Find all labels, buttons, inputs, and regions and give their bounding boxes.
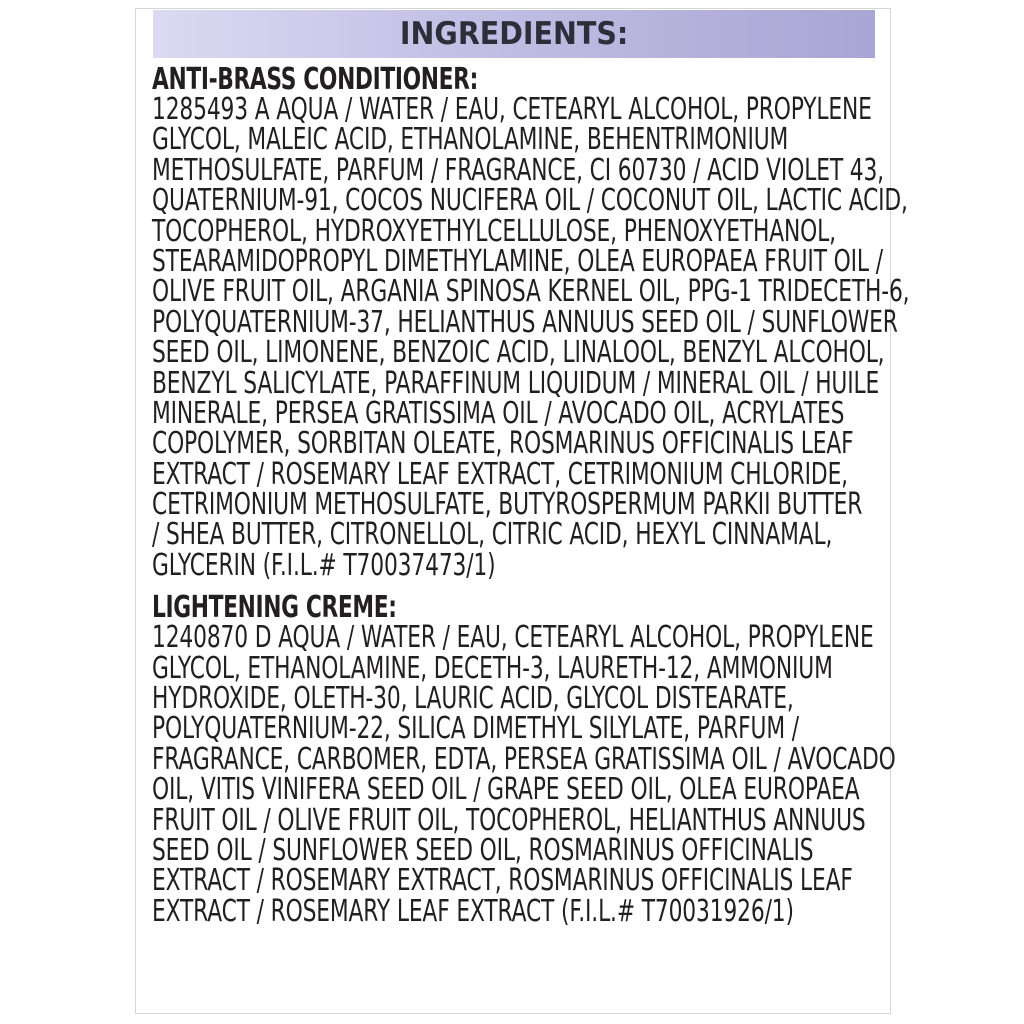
section-anti-brass-conditioner bbox=[152, 62, 910, 583]
ingredients-title: INGREDIENTS: bbox=[399, 16, 629, 52]
ingredient-line: / SHEA BUTTER, CITRONELLOL, CITRIC ACID, HEXYL CINNAMAL, bbox=[152, 517, 833, 553]
ingredient-line: HYDROXIDE, OLETH-30, LAURIC ACID, GLYCOL DISTEARATE, bbox=[152, 681, 794, 717]
ingredient-line: EXTRACT / ROSEMARY LEAF EXTRACT (F.I.L.# T70031926/1) bbox=[152, 893, 794, 929]
ingredient-line: METHOSULFATE, PARFUM / FRAGRANCE, CI 60730 / ACID VIOLET 43, bbox=[152, 152, 884, 188]
ingredient-line: FRUIT OIL / OLIVE FRUIT OIL, TOCOPHEROL, HELIANTHUS ANNUUS bbox=[152, 802, 866, 838]
ingredient-line: COPOLYMER, SORBITAN OLEATE, ROSMARINUS OFFICINALIS LEAF bbox=[152, 426, 854, 462]
ingredient-line: POLYQUATERNIUM-37, HELIANTHUS ANNUUS SEED OIL / SUNFLOWER bbox=[152, 304, 898, 340]
ingredient-line: GLYCOL, ETHANOLAMINE, DECETH-3, LAURETH-12, AMMONIUM bbox=[152, 650, 833, 686]
ingredient-line: SEED OIL / SUNFLOWER SEED OIL, ROSMARINUS OFFICINALIS bbox=[152, 832, 814, 868]
ingredient-line: EXTRACT / ROSEMARY LEAF EXTRACT, CETRIMONIUM CHLORIDE, bbox=[152, 456, 848, 492]
ingredient-line: OLIVE FRUIT OIL, ARGANIA SPINOSA KERNEL OIL, PPG-1 TRIDECETH-6, bbox=[152, 274, 910, 310]
ingredient-line: QUATERNIUM-91, COCOS NUCIFERA OIL / COCONUT OIL, LACTIC ACID, bbox=[152, 183, 908, 219]
ingredient-line: MINERALE, PERSEA GRATISSIMA OIL / AVOCADO OIL, ACRYLATES bbox=[152, 395, 845, 431]
ingredient-line: 1240870 D AQUA / WATER / EAU, CETEARYL ALCOHOL, PROPYLENE bbox=[152, 620, 874, 656]
ingredient-line: SEED OIL, LIMONENE, BENZOIC ACID, LINALOOL, BENZYL ALCOHOL, bbox=[152, 335, 885, 371]
ingredient-line: CETRIMONIUM METHOSULFATE, BUTYROSPERMUM PARKII BUTTER bbox=[152, 487, 863, 523]
section-title: LIGHTENING CREME: bbox=[152, 590, 397, 626]
ingredient-line: OIL, VITIS VINIFERA SEED OIL / GRAPE SEED OIL, OLEA EUROPAEA bbox=[152, 772, 860, 808]
ingredient-line: STEARAMIDOPROPYL DIMETHYLAMINE, OLEA EUROPAEA FRUIT OIL / bbox=[152, 243, 883, 279]
ingredient-line: 1285493 A AQUA / WATER / EAU, CETEARYL ALCOHOL, PROPYLENE bbox=[152, 92, 872, 127]
section-title: ANTI-BRASS CONDITIONER: bbox=[152, 62, 478, 97]
section-lightening-creme bbox=[152, 590, 896, 929]
ingredients-content bbox=[152, 62, 910, 929]
ingredient-line: POLYQUATERNIUM-22, SILICA DIMETHYL SILYLATE, PARFUM / bbox=[152, 711, 799, 747]
ingredient-line: GLYCERIN (F.I.L.# T70037473/1) bbox=[152, 547, 496, 583]
ingredient-line: BENZYL SALICYLATE, PARAFFINUM LIQUIDUM / MINERAL OIL / HUILE bbox=[152, 365, 880, 401]
ingredient-line: EXTRACT / ROSEMARY EXTRACT, ROSMARINUS OFFICINALIS LEAF bbox=[152, 863, 853, 899]
ingredient-line: FRAGRANCE, CARBOMER, EDTA, PERSEA GRATISSIMA OIL / AVOCADO bbox=[152, 741, 896, 777]
ingredient-line: TOCOPHEROL, HYDROXYETHYLCELLULOSE, PHENOXYETHANOL, bbox=[152, 213, 836, 249]
ingredients-header bbox=[153, 10, 875, 58]
ingredient-line: GLYCOL, MALEIC ACID, ETHANOLAMINE, BEHENTRIMONIUM bbox=[152, 122, 789, 158]
